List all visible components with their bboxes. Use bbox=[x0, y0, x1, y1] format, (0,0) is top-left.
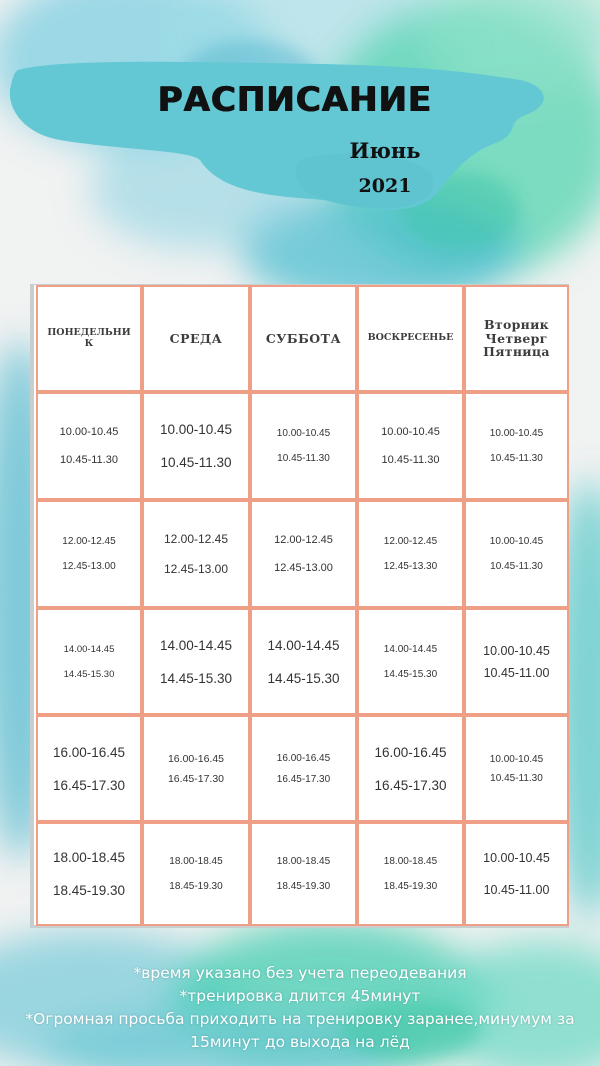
time-slot: 12.45-13.00 bbox=[62, 561, 116, 572]
time-slot: 14.00-14.45 bbox=[63, 643, 115, 655]
page-title: РАСПИСАНИЕ bbox=[157, 80, 433, 120]
schedule-table bbox=[30, 284, 569, 928]
header-cell-weekdays bbox=[464, 285, 569, 392]
time-cell bbox=[464, 608, 569, 715]
time-cell bbox=[357, 715, 464, 822]
time-cell bbox=[464, 715, 569, 822]
time-slot: 18.45-19.30 bbox=[383, 881, 438, 892]
time-slot: 18.45-19.30 bbox=[169, 881, 223, 892]
time-slot: 16.45-17.30 bbox=[374, 777, 447, 793]
year-label: 2021 bbox=[358, 175, 412, 197]
column-header-tuesday: Вторник bbox=[484, 316, 549, 332]
time-slot: 12.00-12.45 bbox=[163, 532, 229, 546]
time-slot: 10.00-10.45 bbox=[489, 428, 544, 439]
footnote: 15минут до выхода на лёд bbox=[190, 1033, 410, 1051]
header-cell-sunday bbox=[357, 285, 464, 392]
time-slot: 10.45-11.00 bbox=[483, 665, 550, 680]
time-cell bbox=[250, 392, 357, 500]
time-slot: 12.45-13.30 bbox=[383, 561, 438, 572]
time-cell bbox=[142, 822, 250, 926]
time-cell bbox=[36, 822, 142, 926]
column-header-thursday: Четверг bbox=[485, 330, 548, 346]
time-slot: 10.45-11.00 bbox=[483, 883, 550, 897]
time-slot: 16.00-16.45 bbox=[167, 752, 225, 765]
time-cell bbox=[250, 500, 357, 608]
column-header-wednesday: СРЕДА bbox=[169, 330, 223, 346]
time-slot: 16.45-17.30 bbox=[167, 772, 225, 785]
time-cell bbox=[142, 500, 250, 608]
time-slot: 12.45-13.00 bbox=[163, 562, 229, 576]
time-slot: 12.00-12.45 bbox=[383, 536, 438, 547]
time-slot: 18.00-18.45 bbox=[169, 856, 223, 867]
time-slot: 14.45-15.30 bbox=[267, 670, 340, 686]
header-cell-saturday bbox=[250, 285, 357, 392]
time-cell bbox=[36, 715, 142, 822]
time-slot: 18.00-18.45 bbox=[276, 856, 331, 867]
time-slot: 10.00-10.45 bbox=[59, 426, 119, 438]
time-slot: 14.00-14.45 bbox=[383, 643, 438, 655]
time-slot: 18.45-19.30 bbox=[52, 883, 126, 898]
time-slot: 14.45-15.30 bbox=[159, 670, 233, 686]
time-slot: 14.45-15.30 bbox=[383, 668, 438, 680]
time-slot: 14.45-15.30 bbox=[63, 668, 115, 680]
time-cell bbox=[464, 822, 569, 926]
time-slot: 18.00-18.45 bbox=[52, 850, 126, 865]
time-slot: 12.45-13.00 bbox=[274, 562, 333, 574]
column-header-monday: ПОНЕДЕЛЬНИК bbox=[47, 327, 131, 349]
time-cell bbox=[36, 608, 142, 715]
column-header-sunday: ВОСКРЕСЕНЬЕ bbox=[367, 332, 454, 344]
time-slot: 10.45-11.30 bbox=[381, 454, 440, 466]
header bbox=[0, 0, 600, 280]
time-slot: 12.00-12.45 bbox=[274, 534, 333, 546]
time-cell bbox=[250, 822, 357, 926]
time-cell bbox=[142, 715, 250, 822]
header-cell-monday bbox=[36, 285, 142, 392]
time-cell bbox=[142, 392, 250, 500]
time-cell bbox=[36, 500, 142, 608]
time-slot: 10.00-10.45 bbox=[483, 643, 550, 658]
column-header-friday: Пятница bbox=[483, 344, 550, 360]
time-slot: 10.00-10.45 bbox=[276, 428, 331, 439]
time-cell bbox=[357, 500, 464, 608]
time-cell bbox=[250, 608, 357, 715]
time-slot: 16.00-16.45 bbox=[374, 744, 447, 760]
footnotes bbox=[0, 962, 600, 1054]
time-slot: 16.00-16.45 bbox=[276, 752, 331, 764]
time-cell bbox=[357, 392, 464, 500]
footnote: *Огромная просьба приходить на тренировку заранее,минумум за bbox=[25, 1010, 575, 1028]
time-slot: 10.45-11.30 bbox=[277, 453, 330, 464]
time-cell bbox=[357, 608, 464, 715]
time-slot: 16.45-17.30 bbox=[276, 773, 331, 785]
time-slot: 18.45-19.30 bbox=[276, 881, 331, 892]
time-slot: 10.00-10.45 bbox=[489, 536, 544, 547]
time-slot: 12.00-12.45 bbox=[62, 536, 116, 547]
time-slot: 14.00-14.45 bbox=[159, 637, 233, 653]
header-cell-wednesday bbox=[142, 285, 250, 392]
time-slot: 10.45-11.30 bbox=[490, 453, 543, 464]
time-cell bbox=[36, 392, 142, 500]
column-header-saturday: СУББОТА bbox=[265, 330, 342, 346]
time-cell bbox=[142, 608, 250, 715]
time-slot: 10.00-10.45 bbox=[381, 426, 440, 438]
time-slot: 10.45-11.30 bbox=[490, 561, 543, 572]
time-slot: 16.45-17.30 bbox=[52, 777, 126, 793]
time-slot: 18.00-18.45 bbox=[383, 856, 438, 867]
time-slot: 10.00-10.45 bbox=[489, 753, 544, 765]
footnote: *время указано без учета переодевания bbox=[133, 964, 467, 982]
time-slot: 10.45-11.30 bbox=[490, 772, 543, 784]
time-slot: 10.45-11.30 bbox=[60, 454, 118, 466]
time-cell bbox=[250, 715, 357, 822]
time-cell bbox=[464, 500, 569, 608]
time-cell bbox=[464, 392, 569, 500]
time-slot: 16.00-16.45 bbox=[52, 744, 126, 760]
month-label: Июнь bbox=[349, 138, 421, 163]
time-slot: 14.00-14.45 bbox=[267, 637, 340, 653]
footnote: *тренировка длится 45минут bbox=[179, 987, 421, 1005]
time-cell bbox=[357, 822, 464, 926]
time-slot: 10.45-11.30 bbox=[160, 455, 232, 470]
time-slot: 10.00-10.45 bbox=[483, 851, 550, 865]
time-slot: 10.00-10.45 bbox=[159, 422, 233, 437]
